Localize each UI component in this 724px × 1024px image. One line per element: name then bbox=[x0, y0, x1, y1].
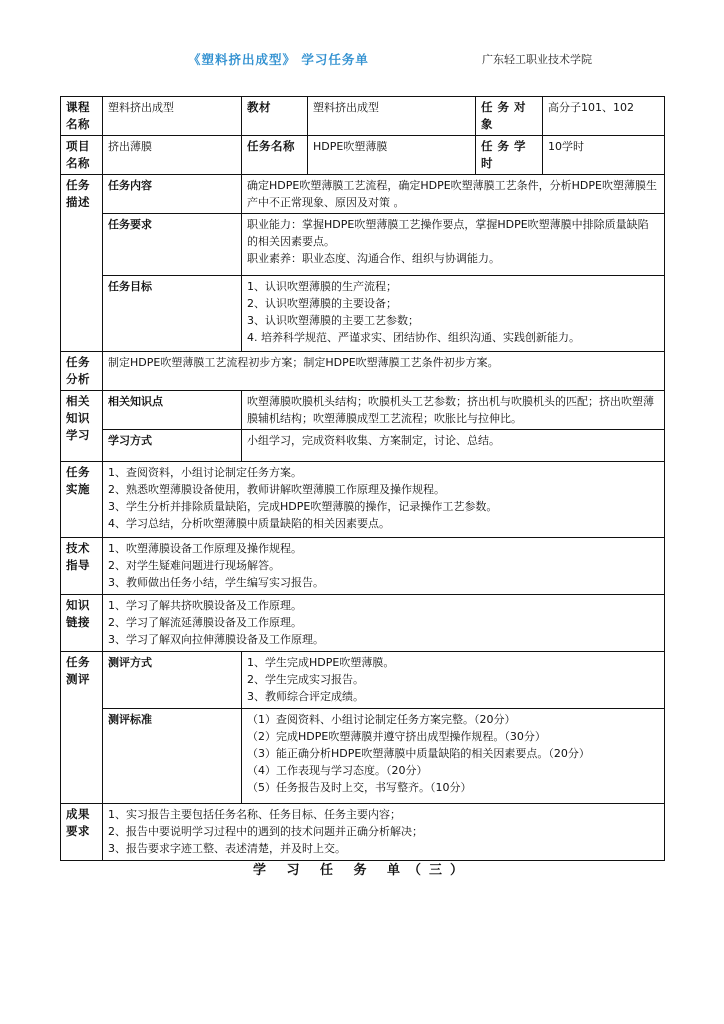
knowledge-item: 3、学习了解双向拉伸薄膜设备及工作原理。 bbox=[108, 633, 324, 646]
row-implementation bbox=[61, 462, 665, 538]
impl-item: 4、学习总结，分析吹塑薄膜中质量缺陷的相关因素要点。 bbox=[108, 517, 390, 530]
project-label: 项目名称 bbox=[61, 136, 103, 175]
task-req-label: 任务要求 bbox=[103, 214, 242, 276]
learning-method-label: 学习方式 bbox=[103, 430, 242, 462]
goal-item: 1、认识吹塑薄膜的生产流程； bbox=[247, 280, 397, 293]
row-eval-standard bbox=[61, 709, 665, 804]
req-quality: 职业素养：职业态度、沟通合作、组织与协调能力。 bbox=[247, 252, 500, 265]
impl-item: 1、查阅资料，小组讨论制定任务方案。 bbox=[108, 466, 302, 479]
task-goal-cell bbox=[242, 276, 665, 352]
row-guidance bbox=[61, 538, 665, 595]
knowledge-item: 1、学习了解共挤吹膜设备及工作原理。 bbox=[108, 599, 302, 612]
outcome-item: 3、报告要求字迹工整、表述清楚，并及时上交。 bbox=[108, 842, 346, 855]
eval-label: 任务测评 bbox=[61, 652, 103, 804]
row-task-content bbox=[61, 175, 665, 214]
school-name: 广东轻工职业技术学院 bbox=[482, 53, 592, 66]
project-value: 挤出薄膜 bbox=[103, 136, 242, 175]
knowledge-link-label: 知识链接 bbox=[61, 595, 103, 652]
guide-item: 3、教师做出任务小结，学生编写实习报告。 bbox=[108, 576, 324, 589]
analysis-text: 制定HDPE吹塑薄膜工艺流程初步方案；制定HDPE吹塑薄膜工艺条件初步方案。 bbox=[103, 352, 665, 391]
eval-method-cell bbox=[242, 652, 665, 709]
target-label: 任 务 对 象 bbox=[476, 97, 543, 136]
course-label: 课程名称 bbox=[61, 97, 103, 136]
learning-label: 相关知识学习 bbox=[61, 391, 103, 462]
impl-item: 2、熟悉吹塑薄膜设备使用，教师讲解吹塑薄膜工作原理及操作规程。 bbox=[108, 483, 445, 496]
eval-std-item: （4）工作表现与学习态度。（20分） bbox=[247, 764, 428, 777]
eval-std-item: （5）任务报告及时上交，书写整齐。（10分） bbox=[247, 781, 472, 794]
next-sheet-title: 学 习 任 务 单（三） bbox=[252, 863, 472, 878]
guide-cell bbox=[103, 538, 665, 595]
impl-label: 任务实施 bbox=[61, 462, 103, 538]
goal-item: 3、认识吹塑薄膜的主要工艺参数； bbox=[247, 314, 419, 327]
eval-std-cell bbox=[242, 709, 665, 804]
guide-item: 2、对学生疑难问题进行现场解答。 bbox=[108, 559, 280, 572]
textbook-value: 塑料挤出成型 bbox=[308, 97, 476, 136]
task-req-cell bbox=[242, 214, 665, 276]
impl-item: 3、学生分析并排除质量缺陷，完成HDPE吹塑薄膜的操作，记录操作工艺参数。 bbox=[108, 500, 498, 513]
row-outcome bbox=[61, 804, 665, 861]
course-value: 塑料挤出成型 bbox=[103, 97, 242, 136]
row-analysis bbox=[61, 352, 665, 391]
guide-item: 1、吹塑薄膜设备工作原理及操作规程。 bbox=[108, 542, 302, 555]
knowledge-item: 2、学习了解流延薄膜设备及工作原理。 bbox=[108, 616, 302, 629]
row-learning-method bbox=[61, 430, 665, 462]
knowledge-points-label: 相关知识点 bbox=[103, 391, 242, 430]
outcome-item: 1、实习报告主要包括任务名称、任务目标、任务主要内容； bbox=[108, 808, 401, 821]
outcome-cell bbox=[103, 804, 665, 861]
row-knowledge-points bbox=[61, 391, 665, 430]
eval-std-label: 测评标准 bbox=[103, 709, 242, 804]
row-task-req bbox=[61, 214, 665, 276]
task-name-value: HDPE吹塑薄膜 bbox=[308, 136, 476, 175]
knowledge-link-cell bbox=[103, 595, 665, 652]
task-goal-label: 任务目标 bbox=[103, 276, 242, 352]
row-project bbox=[61, 136, 665, 175]
outcome-label: 成果要求 bbox=[61, 804, 103, 861]
task-desc-label: 任务描述 bbox=[61, 175, 103, 352]
learning-method-text: 小组学习，完成资料收集、方案制定，讨论、总结。 bbox=[242, 430, 665, 462]
eval-method-item: 2、学生完成实习报告。 bbox=[247, 673, 364, 686]
impl-cell bbox=[103, 462, 665, 538]
eval-std-item: （2）完成HDPE吹塑薄膜并遵守挤出成型操作规程。（30分） bbox=[247, 730, 546, 743]
task-name-label: 任务名称 bbox=[242, 136, 308, 175]
row-task-goal bbox=[61, 276, 665, 352]
req-ability: 职业能力：掌握HDPE吹塑薄膜工艺操作要点，掌握HDPE吹塑薄膜中排除质量缺陷的相关因素要点。 bbox=[247, 218, 649, 248]
guide-label: 技术指导 bbox=[61, 538, 103, 595]
goal-item: 2、认识吹塑薄膜的主要设备； bbox=[247, 297, 397, 310]
knowledge-points-text: 吹塑薄膜吹膜机头结构；吹膜机头工艺参数；挤出机与吹膜机头的匹配；挤出吹塑薄膜辅机结构；吹塑薄膜成型工艺流程；吹胀比与拉伸比。 bbox=[242, 391, 665, 430]
target-value: 高分子101、102 bbox=[543, 97, 665, 136]
eval-method-item: 3、教师综合评定成绩。 bbox=[247, 690, 364, 703]
task-content-label: 任务内容 bbox=[103, 175, 242, 214]
goal-item: 4. 培养科学规范、严谨求实、团结协作、组织沟通、实践创新能力。 bbox=[247, 331, 580, 344]
task-content-text: 确定HDPE吹塑薄膜工艺流程，确定HDPE吹塑薄膜工艺条件，分析HDPE吹塑薄膜生产中不正常现象、原因及对策 。 bbox=[242, 175, 665, 214]
row-knowledge-link bbox=[61, 595, 665, 652]
eval-method-item: 1、学生完成HDPE吹塑薄膜。 bbox=[247, 656, 395, 669]
textbook-label: 教材 bbox=[242, 97, 308, 136]
analysis-label: 任务分析 bbox=[61, 352, 103, 391]
document-header-title: 《塑料挤出成型》 学习任务单 bbox=[188, 52, 369, 67]
outcome-item: 2、报告中要说明学习过程中的遇到的技术问题并正确分析解决； bbox=[108, 825, 423, 838]
row-course bbox=[61, 97, 665, 136]
row-eval-method bbox=[61, 652, 665, 709]
hours-value: 10学时 bbox=[543, 136, 665, 175]
eval-std-item: （1）查阅资料、小组讨论制定任务方案完整。（20分） bbox=[247, 713, 516, 726]
eval-std-item: （3）能正确分析HDPE吹塑薄膜中质量缺陷的相关因素要点。（20分） bbox=[247, 747, 590, 760]
eval-method-label: 测评方式 bbox=[103, 652, 242, 709]
task-sheet-table bbox=[60, 96, 665, 861]
hours-label: 任 务 学 时 bbox=[476, 136, 543, 175]
